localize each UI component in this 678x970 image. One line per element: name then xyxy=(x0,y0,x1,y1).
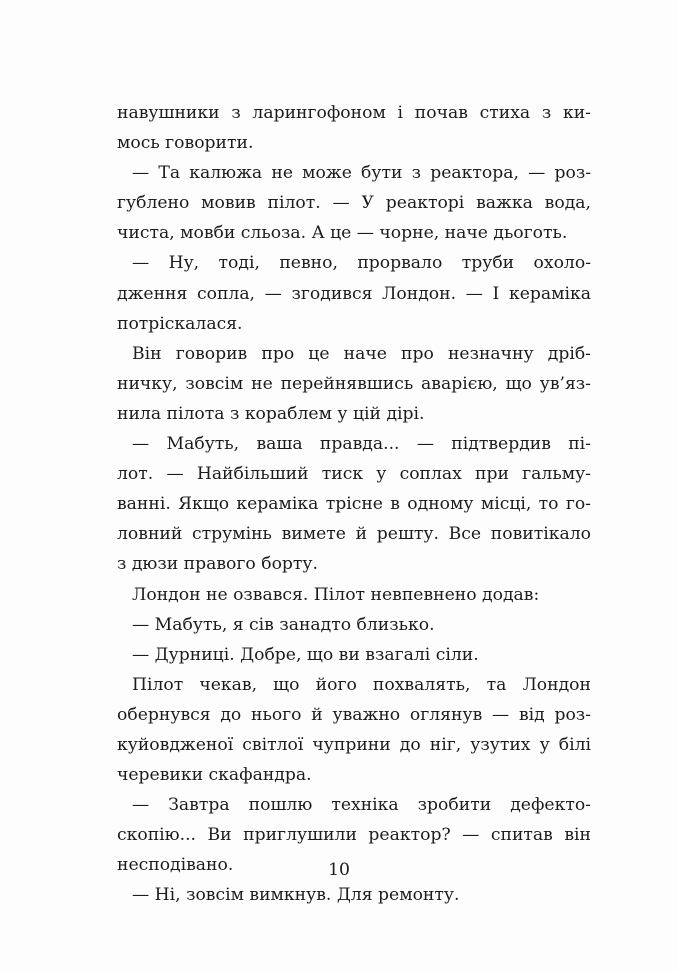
text-line: ванні. Якщо кераміка трісне в одному місці, то го- xyxy=(117,494,591,515)
text-line: Лондон не озвався. Пілот невпевнено додав: xyxy=(132,584,540,605)
text-line: з дюзи правого борту. xyxy=(117,554,319,575)
text-line: обернувся до нього й уважно оглянув — від роз- xyxy=(117,704,591,725)
text-line: скопію... Ви приглушили реактор? — спитав він xyxy=(117,825,591,846)
body-text xyxy=(117,98,591,911)
text-line: — Мабуть, ваша правда... — підтвердив пі- xyxy=(132,434,591,455)
text-line: — Ну, тоді, певно, прорвало труби охоло- xyxy=(132,253,591,274)
text-line: — Дурниці. Добре, що ви взагалі сіли. xyxy=(132,644,479,665)
text-line: — Завтра пошлю техніка зробити дефекто- xyxy=(132,795,591,816)
text-line: потріскалася. xyxy=(117,313,243,334)
text-line: — Та калюжа не може бути з реактора, — роз- xyxy=(132,163,591,184)
text-line: ловний струмінь вимете й решту. Все повитікало xyxy=(117,524,591,545)
text-line: Він говорив про це наче про незначну дріб- xyxy=(132,343,591,364)
text-line: навушники з ларингофоном і почав стиха з ки- xyxy=(117,103,591,123)
text-line: Пілот чекав, що його похвалять, та Лондон xyxy=(132,674,591,695)
text-line: чиста, мовби сльоза. А це — чорне, наче дьоготь. xyxy=(117,223,568,244)
text-line: нила пілота з кораблем у цій дірі. xyxy=(117,403,425,424)
text-line: ничку, зовсім не перейнявшись аварією, що ув’яз- xyxy=(117,373,591,394)
text-line: мось говорити. xyxy=(117,133,254,154)
page-number: 10 xyxy=(328,860,350,880)
text-line: — Мабуть, я сів занадто близько. xyxy=(132,614,435,635)
text-line: — Ні, зовсім вимкнув. Для ремонту. xyxy=(132,885,460,906)
text-line: гублено мовив пілот. — У реакторі важка вода, xyxy=(117,193,591,214)
text-line: черевики скафандра. xyxy=(117,765,312,786)
text-line: куйовдженої світлої чуприни до ніг, узутих у білі xyxy=(117,734,591,755)
text-line: дження сопла, — згодився Лондон. — І кераміка xyxy=(117,283,591,304)
text-line: лот. — Найбільший тиск у соплах при гальму- xyxy=(117,464,591,485)
text-line: несподівано. xyxy=(117,855,234,876)
